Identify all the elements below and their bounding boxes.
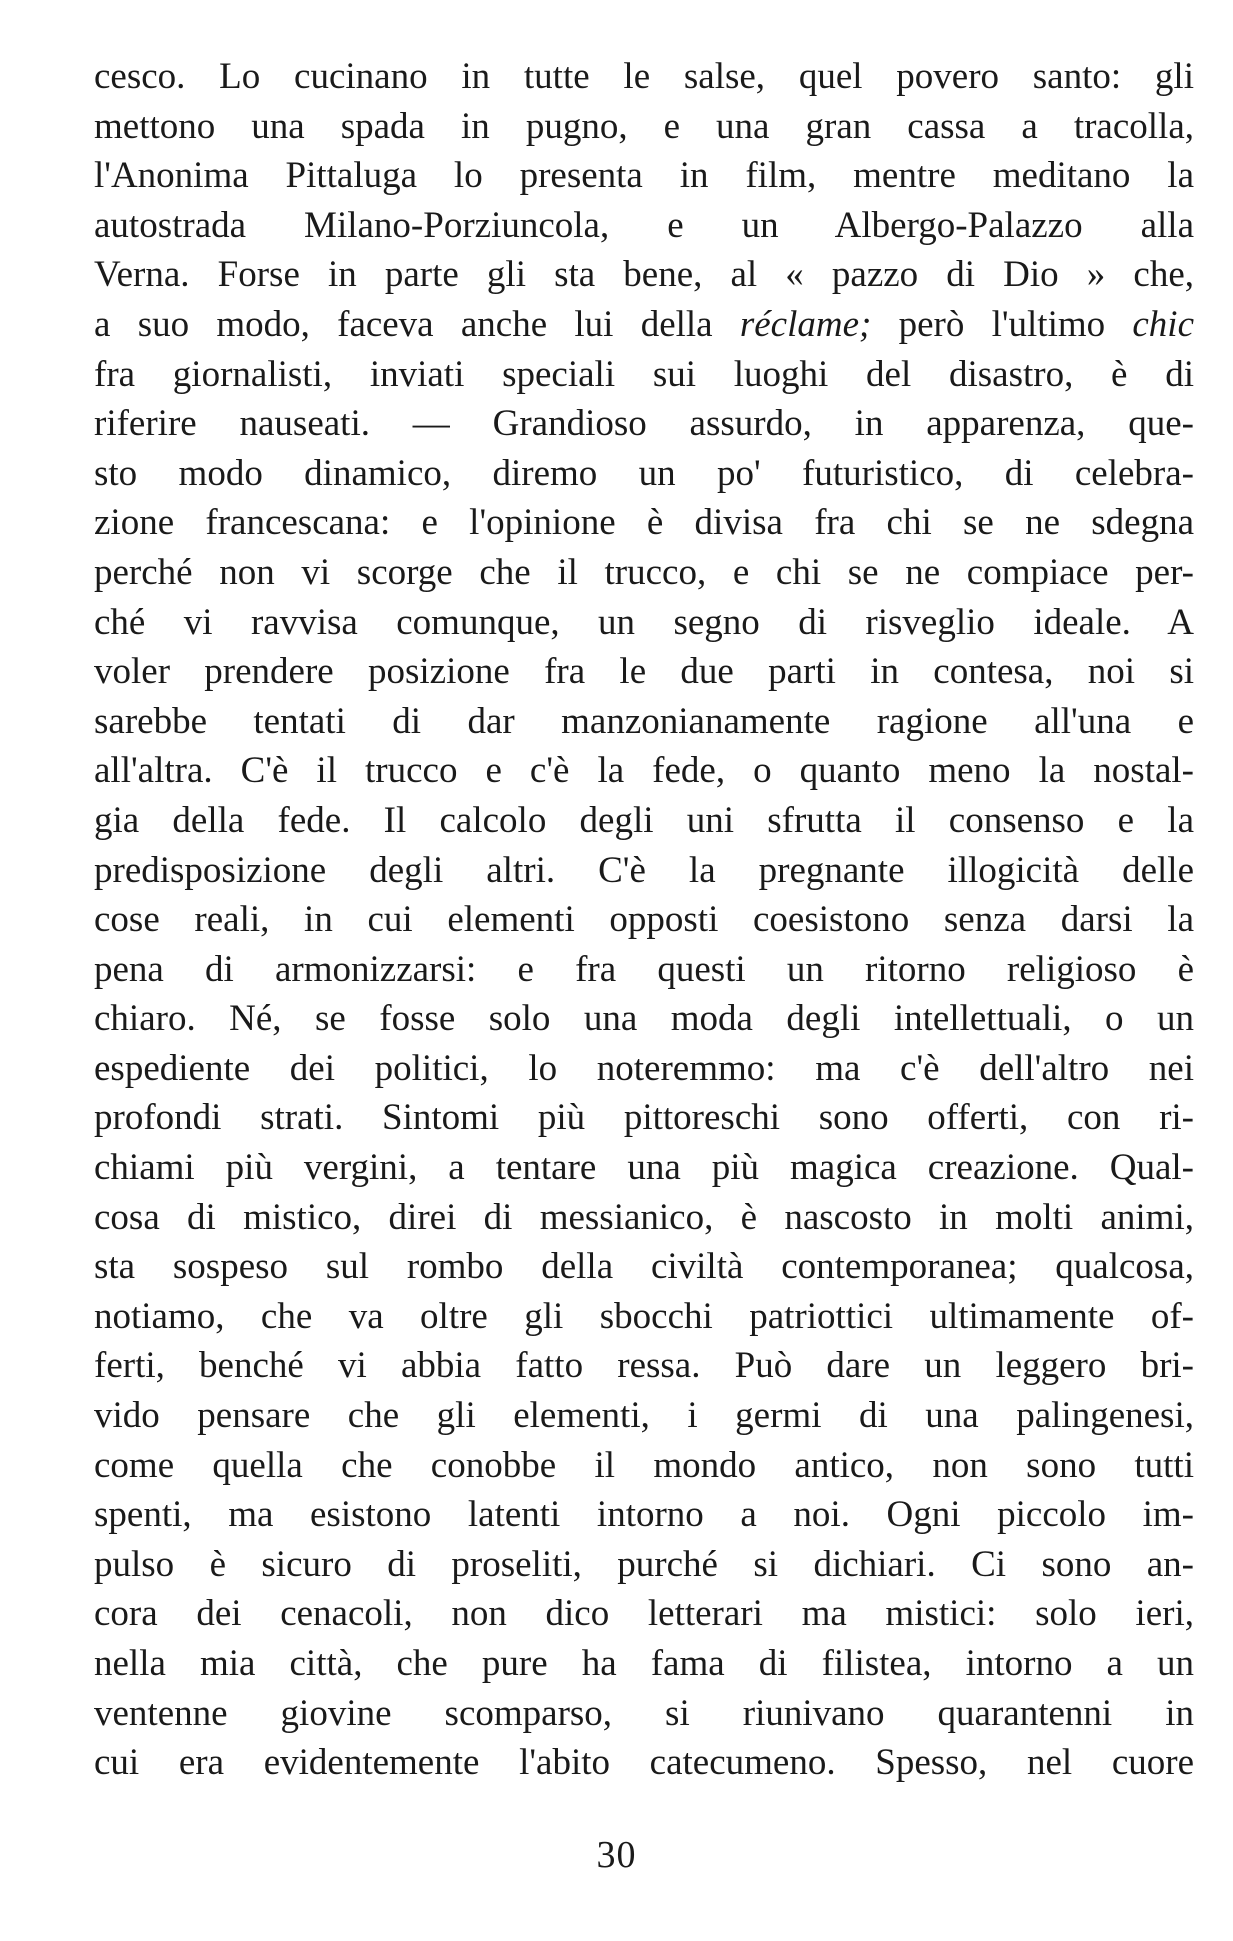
body-text <box>94 52 1194 1788</box>
text-line-14: sarebbe tentati di dar manzonianamente ragione all'una e <box>94 700 1194 742</box>
text-line-33: nella mia città, che pure ha fama di filistea, intorno a un <box>94 1643 1194 1684</box>
text-line-23: chiami più vergini, a tentare una più magica creazione. Qual- <box>94 1147 1194 1189</box>
text-line-28: vido pensare che gli elementi, i germi di una palingenesi, <box>94 1395 1194 1437</box>
text-line-6 <box>94 300 1194 350</box>
text-line-6-start: a suo modo, faceva anche lui della <box>94 303 740 345</box>
text-line-10: zione francescana: e l'opinione è divisa fra chi se ne sdegna <box>94 502 1194 544</box>
text-line-11: perché non vi scorge che il trucco, e chi se ne compiace per- <box>94 551 1194 593</box>
text-line-31: pulso è sicuro di proseliti, purché si dichiari. Ci sono an- <box>94 1543 1194 1585</box>
text-line-16: gia della fede. Il calcolo degli uni sfrutta il consenso e la <box>94 799 1194 841</box>
text-line-12: ché vi ravvisa comunque, un segno di risveglio ideale. A <box>94 601 1194 643</box>
text-line-8: riferire nauseati. — Grandioso assurdo, in apparenza, que- <box>94 403 1194 445</box>
text-line-2: mettono una spada in pugno, e una gran cassa a tracolla, <box>94 105 1194 147</box>
text-line-25: sta sospeso sul rombo della civiltà contemporanea; qualcosa, <box>94 1246 1194 1288</box>
text-line-22: profondi strati. Sintomi più pittoreschi sono offerti, con ri- <box>94 1097 1194 1139</box>
text-line-9: sto modo dinamico, diremo un po' futuristico, di celebra- <box>94 452 1194 494</box>
text-line-26: notiamo, che va oltre gli sbocchi patriottici ultimamente of- <box>94 1295 1194 1337</box>
text-line-29: come quella che conobbe il mondo antico, non sono tutti <box>94 1444 1194 1486</box>
text-line-30: spenti, ma esistono latenti intorno a noi. Ogni piccolo im- <box>94 1494 1194 1536</box>
text-line-3: l'Anonima Pittaluga lo presenta in film, mentre meditano la <box>94 155 1194 197</box>
text-line-7: fra giornalisti, inviati speciali sui luoghi del disastro, è di <box>94 353 1194 395</box>
text-line-1: cesco. Lo cucinano in tutte le salse, quel povero santo: gli <box>94 56 1194 97</box>
text-line-6-mid: però l'ultimo <box>871 303 1133 345</box>
text-line-27: ferti, benché vi abbia fatto ressa. Può dare un leggero bri- <box>94 1345 1194 1387</box>
text-line-35: cui era evidentemente l'abito catecumeno. Spesso, nel cuore <box>94 1742 1194 1784</box>
text-line-32: cora dei cenacoli, non dico letterari ma mistici: solo ieri, <box>94 1593 1194 1635</box>
text-line-5: Verna. Forse in parte gli sta bene, al « pazzo di Dio » che, <box>94 254 1194 296</box>
text-line-34: ventenne giovine scomparso, si riunivano quarantenni in <box>94 1692 1194 1734</box>
text-line-15: all'altra. C'è il trucco e c'è la fede, o quanto meno la nostal- <box>94 750 1194 792</box>
text-line-19: pena di armonizzarsi: e fra questi un ritorno religioso è <box>94 948 1194 990</box>
page-number: 30 <box>596 1834 637 1876</box>
text-line-24: cosa di mistico, direi di messianico, è nascosto in molti animi, <box>94 1196 1194 1238</box>
text-line-18: cose reali, in cui elementi opposti coesistono senza darsi la <box>94 899 1194 941</box>
text-line-4: autostrada Milano-Porziuncola, e un Albergo-Palazzo alla <box>94 204 1194 246</box>
italic-chic: chic <box>1132 303 1194 345</box>
text-line-20: chiaro. Né, se fosse solo una moda degli intellettuali, o un <box>94 998 1194 1040</box>
text-line-13: voler prendere posizione fra le due parti in contesa, noi si <box>94 651 1194 693</box>
text-line-17: predisposizione degli altri. C'è la pregnante illogicità delle <box>94 849 1194 891</box>
text-line-21: espediente dei politici, lo noteremmo: ma c'è dell'altro nei <box>94 1047 1194 1089</box>
italic-reclame: réclame; <box>739 303 872 345</box>
